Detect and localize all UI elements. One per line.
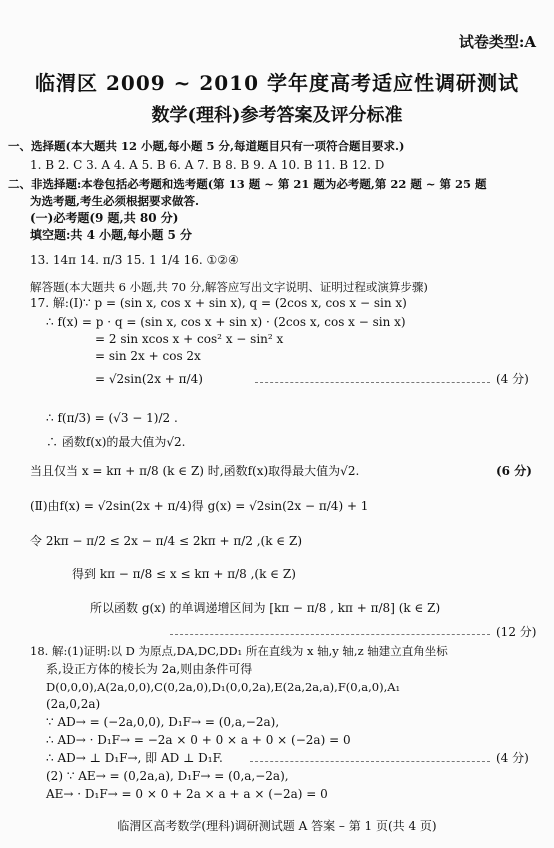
- q17-line12: 所以函数 g(x) 的单调递增区间为 [kπ − π/8 , kπ + π/8] (k ∈ Z): [90, 601, 441, 615]
- q18-score-4: (4 分): [496, 751, 529, 765]
- q17-line2: ∴ f(x) = p · q = (sin x, cos x + sin x) · (2cos x, cos x − sin x): [46, 315, 406, 329]
- page-subtitle: 数学(理科)参考答案及评分标准: [151, 105, 403, 126]
- dotted-leader: [250, 761, 490, 762]
- q18-line3: D(0,0,0),A(2a,0,0),C(0,2a,0),D₁(0,0,2a),E(2a,2a,a),F(0,a,0),A₁: [46, 680, 401, 694]
- q17-line6: ∴ f(π/3) = (√3 − 1)/2 .: [46, 411, 178, 425]
- q18-line4: (2a,0,2a): [46, 697, 101, 711]
- q17-line10: 令 2kπ − π/2 ≤ 2x − π/4 ≤ 2kπ + π/2 ,(k ∈ Z): [30, 534, 303, 548]
- q18-line5: ∵ AD→ = (−2a,0,0), D₁F→ = (0,a,−2a),: [46, 715, 280, 729]
- paper-type: 试卷类型:A: [458, 33, 536, 51]
- section1-heading: 一、选择题(本大题共 12 小题,每小题 5 分,每道题目只有一项符合题目要求.): [8, 139, 405, 153]
- solve-heading: 解答题(本大题共 6 小题,共 70 分,解答应写出文字说明、证明过程或演算步骤): [30, 280, 428, 294]
- q18-line1: 18. 解:(1)证明:以 D 为原点,DA,DC,DD₁ 所在直线为 x 轴,y 轴,z 轴建立直角坐标: [30, 644, 448, 658]
- fill-heading: 填空题:共 4 小题,每小题 5 分: [30, 228, 193, 242]
- q17-line7: ∴ 函数f(x)的最大值为√2.: [46, 435, 186, 449]
- page-footer: 临渭区高考数学(理科)调研测试题 A 答案 – 第 1 页(共 4 页): [117, 819, 437, 833]
- q17-score-12: (12 分): [496, 625, 537, 639]
- page-title: 临渭区 2009 ~ 2010 学年度高考适应性调研测试: [35, 71, 519, 95]
- section2-heading-line1: 二、非选择题:本卷包括必考题和选考题(第 13 题 ~ 第 21 题为必考题,第 22 题 ~ 第 25 题: [8, 177, 487, 191]
- required-heading: (一)必考题(9 题,共 80 分): [30, 211, 179, 225]
- dotted-leader: [170, 634, 490, 635]
- q18-line6: ∴ AD→ · D₁F→ = −2a × 0 + 0 × a + 0 × (−2a) = 0: [46, 733, 351, 747]
- q17-line1: 17. 解:(Ⅰ)∵ p = (sin x, cos x + sin x), q = (2cos x, cos x − sin x): [30, 296, 407, 310]
- q17-line5: = √2sin(2x + π/4): [95, 372, 203, 386]
- q17-line4: = sin 2x + cos 2x: [95, 349, 201, 363]
- fill-answers: 13. 14π 14. π/3 15. 1 1/4 16. ①②④: [30, 253, 239, 267]
- q18-line2: 系,设正方体的棱长为 2a,则由条件可得: [46, 662, 253, 676]
- q17-score-4: (4 分): [496, 372, 529, 386]
- q17-line11: 得到 kπ − π/8 ≤ x ≤ kπ + π/8 ,(k ∈ Z): [72, 567, 296, 581]
- dotted-leader: [255, 382, 490, 383]
- q18-line8: (2) ∵ AE→ = (0,2a,a), D₁F→ = (0,a,−2a),: [46, 769, 289, 783]
- q17-line3: = 2 sin xcos x + cos² x − sin² x: [95, 332, 284, 346]
- section2-heading-line2: 为选考题,考生必须根据要求做答.: [30, 194, 200, 208]
- section1-answers: 1. B 2. C 3. A 4. A 5. B 6. A 7. B 8. B 9. A 10. B 11. B 12. D: [30, 158, 385, 172]
- q17-line9: (Ⅱ)由f(x) = √2sin(2x + π/4)得 g(x) = √2sin(2x − π/4) + 1: [30, 499, 369, 513]
- q17-score-6: (6 分): [496, 464, 532, 478]
- q18-line9: AE→ · D₁F→ = 0 × 0 + 2a × a + a × (−2a) = 0: [46, 787, 328, 801]
- q18-line7: ∴ AD→ ⊥ D₁F→, 即 AD ⊥ D₁F.: [46, 751, 223, 765]
- q17-line8: 当且仅当 x = kπ + π/8 (k ∈ Z) 时,函数f(x)取得最大值为√2.: [30, 464, 360, 478]
